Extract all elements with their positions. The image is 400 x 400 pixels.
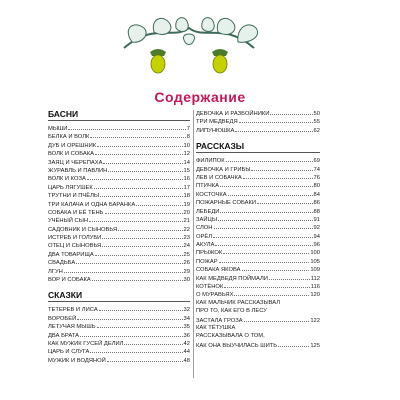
toc-entry-title: ТРУТНИ И ПЧЁЛЫ (48, 193, 100, 200)
toc-dot-leader (228, 190, 313, 196)
toc-entry-title: ПОЖАРНЫЕ СОБАКИ (196, 200, 257, 207)
toc-entry-title: КОТЁНОК (196, 284, 224, 291)
toc-entry (196, 332, 320, 340)
toc-dot-leader (102, 241, 182, 247)
toc-dot-leader (103, 158, 182, 164)
toc-entry-title: ПРЫЖОК (196, 250, 223, 257)
toc-list-skazki (48, 305, 190, 364)
toc-entry-title: СЛОН (196, 225, 213, 232)
toc-entry-page: 19 (183, 201, 190, 208)
toc-entry-title: ДВА ТОВАРИЩА (48, 251, 94, 258)
toc-dot-leader (223, 248, 309, 254)
toc-entry-page: 25 (183, 251, 190, 258)
toc-entry-page: 36 (183, 332, 190, 339)
toc-left-column (48, 109, 190, 364)
section-heading-skazki: СКАЗКИ (48, 290, 190, 302)
toc-entry (196, 299, 320, 307)
toc-entry-page: 26 (183, 260, 190, 267)
toc-entry-title: ЗАЯЦ И ЧЕРЕПАХА (48, 159, 103, 166)
toc-dot-leader (226, 156, 313, 162)
toc-dot-leader (107, 356, 183, 362)
toc-entry-page: 122 (310, 317, 320, 324)
toc-entry (48, 250, 190, 258)
toc-entry (48, 322, 190, 330)
toc-entry-title: СОБАКА ЯКОВА (196, 267, 241, 274)
toc-entry (196, 198, 320, 206)
toc-entry-title: ПТИЧКА (196, 183, 219, 190)
toc-entry (48, 124, 190, 132)
toc-dot-leader (220, 181, 313, 187)
toc-dot-leader (239, 117, 313, 123)
toc-dot-leader (118, 225, 182, 231)
toc-entry-title: КАК ТЁТУШКА (196, 324, 236, 331)
acorn-left-icon (150, 49, 166, 73)
toc-dot-leader (124, 339, 182, 345)
toc-entry (48, 191, 190, 199)
toc-dot-leader (278, 341, 309, 347)
toc-entry (48, 158, 190, 166)
toc-dot-leader (234, 290, 309, 296)
toc-entry-title: ПРО ТО, КАК ЕГО В ЛЕСУ (196, 308, 267, 315)
oak-branch-ornament (114, 10, 264, 82)
toc-entry-page: 74 (313, 166, 320, 173)
toc-entry-title: ЛЕВ И СОБАЧКА (196, 174, 242, 181)
toc-entry-page: 92 (313, 225, 320, 232)
toc-entry-title: КОСТОЧКА (196, 191, 227, 198)
toc-entry (196, 240, 320, 248)
toc-entry-page: 12 (183, 151, 190, 158)
toc-entry-page: 34 (183, 315, 190, 322)
toc-list-skazki-continued (196, 109, 320, 134)
toc-entry-page: 8 (186, 134, 190, 141)
toc-entry (196, 223, 320, 231)
toc-entry-title: СОБАКА И ЕЁ ТЕНЬ (48, 209, 104, 216)
toc-entry (48, 208, 190, 216)
toc-dot-leader (92, 275, 183, 281)
toc-entry-title: ОТЕЦ И СЫНОВЬЯ (48, 243, 102, 250)
column-divider (193, 110, 194, 378)
toc-entry-page: 105 (310, 258, 320, 265)
toc-dot-leader (235, 126, 312, 132)
toc-entry (196, 316, 320, 324)
toc-entry-title: МЫШИ (48, 126, 68, 132)
toc-entry-page: 32 (183, 307, 190, 314)
toc-dot-leader (213, 232, 312, 238)
toc-entry (48, 258, 190, 266)
toc-entry (48, 216, 190, 224)
section-heading-basni: БАСНИ (48, 109, 190, 121)
toc-entry-page: 35 (183, 324, 190, 331)
toc-entry-title: ПОЖАР (196, 258, 218, 265)
toc-entry-page: 88 (313, 208, 320, 215)
toc-entry (48, 331, 190, 339)
toc-entry-page: 86 (313, 200, 320, 207)
toc-entry-page: 55 (313, 119, 320, 126)
toc-dot-leader (136, 200, 182, 206)
toc-entry (196, 173, 320, 181)
toc-entry (196, 215, 320, 223)
toc-entry-page: 30 (183, 277, 190, 284)
toc-list-rasskazy (196, 156, 320, 349)
toc-entry-title: О МУРАВЬЯХ (196, 292, 234, 299)
toc-entry-page: 91 (313, 216, 320, 223)
toc-entry-title: ЖУРАВЛЬ И ПАВЛИН (48, 167, 108, 174)
toc-entry (48, 347, 190, 355)
toc-dot-leader (95, 149, 183, 155)
toc-entry-title: ЗАЙЦЫ (196, 216, 217, 223)
toc-dot-leader (219, 257, 310, 263)
toc-entry (48, 305, 190, 313)
toc-entry-page: 24 (183, 243, 190, 250)
toc-entry (196, 156, 320, 164)
toc-entry-page: 96 (313, 242, 320, 249)
toc-dot-leader (108, 166, 182, 172)
toc-dot-leader (257, 198, 312, 204)
toc-entry-title: ТРИ КАЛАЧА И ОДНА БАРАНКА (48, 201, 136, 208)
toc-entry (48, 339, 190, 347)
toc-entry-title: ЛИПУНЮШКА (196, 127, 235, 134)
toc-entry-title: ДЕВОЧКА И ГРИБЫ (196, 166, 251, 173)
toc-entry (48, 233, 190, 241)
toc-entry-page: 16 (183, 176, 190, 183)
toc-entry-title: ЗАСТАЛА ГРОЗА (196, 317, 243, 324)
toc-dot-leader (80, 331, 183, 337)
toc-entry (48, 275, 190, 283)
toc-entry-page: 80 (313, 183, 320, 190)
toc-entry-page: 14 (183, 159, 190, 166)
toc-dot-leader (64, 267, 183, 273)
toc-entry-title: ЛЕТУЧАЯ МЫШЬ (48, 324, 96, 331)
toc-entry-title: АКУЛА (196, 242, 215, 249)
toc-dot-leader (99, 305, 183, 311)
toc-entry (196, 341, 320, 349)
toc-dot-leader (94, 183, 183, 189)
toc-entry-title: ЛЕБЕДИ (196, 208, 220, 215)
toc-entry-title: КАК МАЛЬЧИК РАССКАЗЫВАЛ (196, 299, 281, 306)
toc-dot-leader (89, 216, 183, 222)
toc-entry-title: ДВА БРАТА (48, 332, 79, 339)
toc-entry-title: ВОРОБЕЙ (48, 315, 77, 322)
toc-right-column (196, 109, 320, 349)
toc-entry-title: МУЖИК И ВОДЯНОЙ (48, 357, 106, 364)
toc-dot-leader (269, 274, 310, 280)
toc-entry-title: ВОР И СОБАКА (48, 277, 91, 284)
toc-dot-leader (105, 208, 183, 214)
toc-entry-page: 84 (313, 191, 320, 198)
toc-dot-leader (244, 316, 310, 322)
toc-entry (196, 126, 320, 134)
toc-entry (48, 141, 190, 149)
toc-entry (196, 207, 320, 215)
toc-entry-page: 94 (313, 233, 320, 240)
toc-dot-leader (270, 109, 312, 115)
toc-entry (196, 232, 320, 240)
toc-entry-page: 116 (310, 284, 320, 291)
toc-entry-title: СВАДЬБА (48, 260, 76, 267)
toc-entry (196, 265, 320, 273)
toc-dot-leader (243, 173, 313, 179)
toc-entry-title: УЧЁНЫЙ СЫН (48, 218, 89, 225)
toc-entry (48, 225, 190, 233)
toc-entry-title: БЕЛКА И ВОЛК (48, 134, 90, 141)
toc-entry-page: 69 (313, 158, 320, 165)
toc-entry (196, 190, 320, 198)
toc-entry-page: 21 (183, 218, 190, 225)
acorn-right-icon (212, 49, 228, 73)
toc-entry-title: ВОЛК И КОЗА (48, 176, 86, 183)
toc-entry-title: ТЕТЕРЕВ И ЛИСА (48, 307, 98, 314)
toc-entry-page: 48 (183, 357, 190, 364)
toc-entry-page: 125 (310, 342, 320, 349)
toc-entry-page: 109 (310, 267, 320, 274)
toc-entry-page: 100 (310, 250, 320, 257)
toc-entry-page: 17 (183, 184, 190, 191)
toc-entry (48, 166, 190, 174)
toc-dot-leader (97, 322, 183, 328)
toc-entry (48, 149, 190, 157)
toc-entry (196, 282, 320, 290)
toc-entry (196, 290, 320, 298)
toc-dot-leader (224, 282, 309, 288)
toc-dot-leader (215, 240, 312, 246)
toc-entry (196, 307, 320, 315)
toc-dot-leader (87, 174, 183, 180)
toc-entry-title: ЦАРЬ И СЛУГА (48, 349, 90, 356)
toc-entry-title: ОРЁЛ (196, 233, 213, 240)
toc-entry (196, 257, 320, 265)
toc-dot-leader (90, 132, 185, 138)
toc-entry-title: ФИЛИПОК (196, 158, 225, 165)
toc-dot-leader (97, 141, 182, 147)
toc-entry (48, 314, 190, 322)
toc-list-basni (48, 124, 190, 283)
toc-dot-leader (90, 347, 182, 353)
toc-entry-page: 18 (183, 193, 190, 200)
toc-entry-title: ЦАРЬ ЛЯГУШЕК (48, 184, 93, 191)
toc-entry-page: 20 (183, 209, 190, 216)
section-heading-rasskazy: РАССКАЗЫ (196, 141, 320, 153)
toc-dot-leader (76, 258, 182, 264)
toc-entry (196, 248, 320, 256)
toc-entry-title: САДОВНИК И СЫНОВЬЯ (48, 226, 118, 233)
toc-entry-page: 7 (186, 126, 190, 132)
toc-entry-title: КАК МУЖИК ГУСЕЙ ДЕЛИЛ (48, 340, 124, 347)
page-title: Содержание (154, 89, 246, 105)
toc-entry-page: 76 (313, 174, 320, 181)
toc-entry (48, 174, 190, 182)
toc-entry-title: КАК ОНА ВЫУЧИЛАСЬ ШИТЬ (196, 342, 278, 349)
toc-entry (196, 165, 320, 173)
toc-dot-leader (220, 207, 312, 213)
toc-entry (196, 117, 320, 125)
toc-entry (48, 183, 190, 191)
toc-entry (196, 324, 320, 332)
toc-entry (48, 241, 190, 249)
toc-entry (48, 267, 190, 275)
toc-dot-leader (251, 165, 312, 171)
toc-dot-leader (68, 124, 185, 130)
toc-dot-leader (102, 233, 182, 239)
toc-entry-page: 50 (313, 111, 320, 117)
toc-dot-leader (77, 314, 182, 320)
toc-dot-leader (100, 191, 182, 197)
toc-entry-title: ИСТРЕБ И ГОЛУБИ (48, 235, 102, 242)
toc-entry-page: 120 (310, 292, 320, 299)
toc-entry (196, 109, 320, 117)
toc-entry (196, 181, 320, 189)
toc-entry (48, 132, 190, 140)
toc-entry-page: 15 (183, 167, 190, 174)
toc-entry-page: 62 (313, 127, 320, 134)
toc-entry-title: КАК МЕДВЕДЯ ПОЙМАЛИ (196, 275, 268, 282)
toc-entry-page: 22 (183, 226, 190, 233)
toc-entry-title: ТРИ МЕДВЕДЯ (196, 119, 238, 126)
toc-entry (196, 274, 320, 282)
toc-dot-leader (95, 250, 183, 256)
toc-dot-leader (242, 265, 310, 271)
toc-entry (48, 356, 190, 364)
toc-entry (48, 200, 190, 208)
toc-entry-page: 23 (183, 235, 190, 242)
toc-dot-leader (218, 215, 313, 221)
toc-entry-title: ЛГУН (48, 268, 63, 275)
toc-entry-title: ДУБ И ОРЕШНИК (48, 142, 97, 149)
toc-entry-page: 112 (310, 275, 320, 282)
toc-entry-page: 42 (183, 340, 190, 347)
toc-entry-page: 29 (183, 268, 190, 275)
toc-entry-title: РАССКАЗЫВАЛА О ТОМ, (196, 333, 265, 340)
toc-entry-page: 44 (183, 349, 190, 356)
toc-entry-page: 10 (183, 142, 190, 149)
toc-entry-title: ВОЛК И СОБАКА (48, 151, 95, 158)
toc-dot-leader (214, 223, 313, 229)
toc-entry-title: ДЕВОЧКА И РАЗБОЙНИКИ (196, 111, 270, 117)
